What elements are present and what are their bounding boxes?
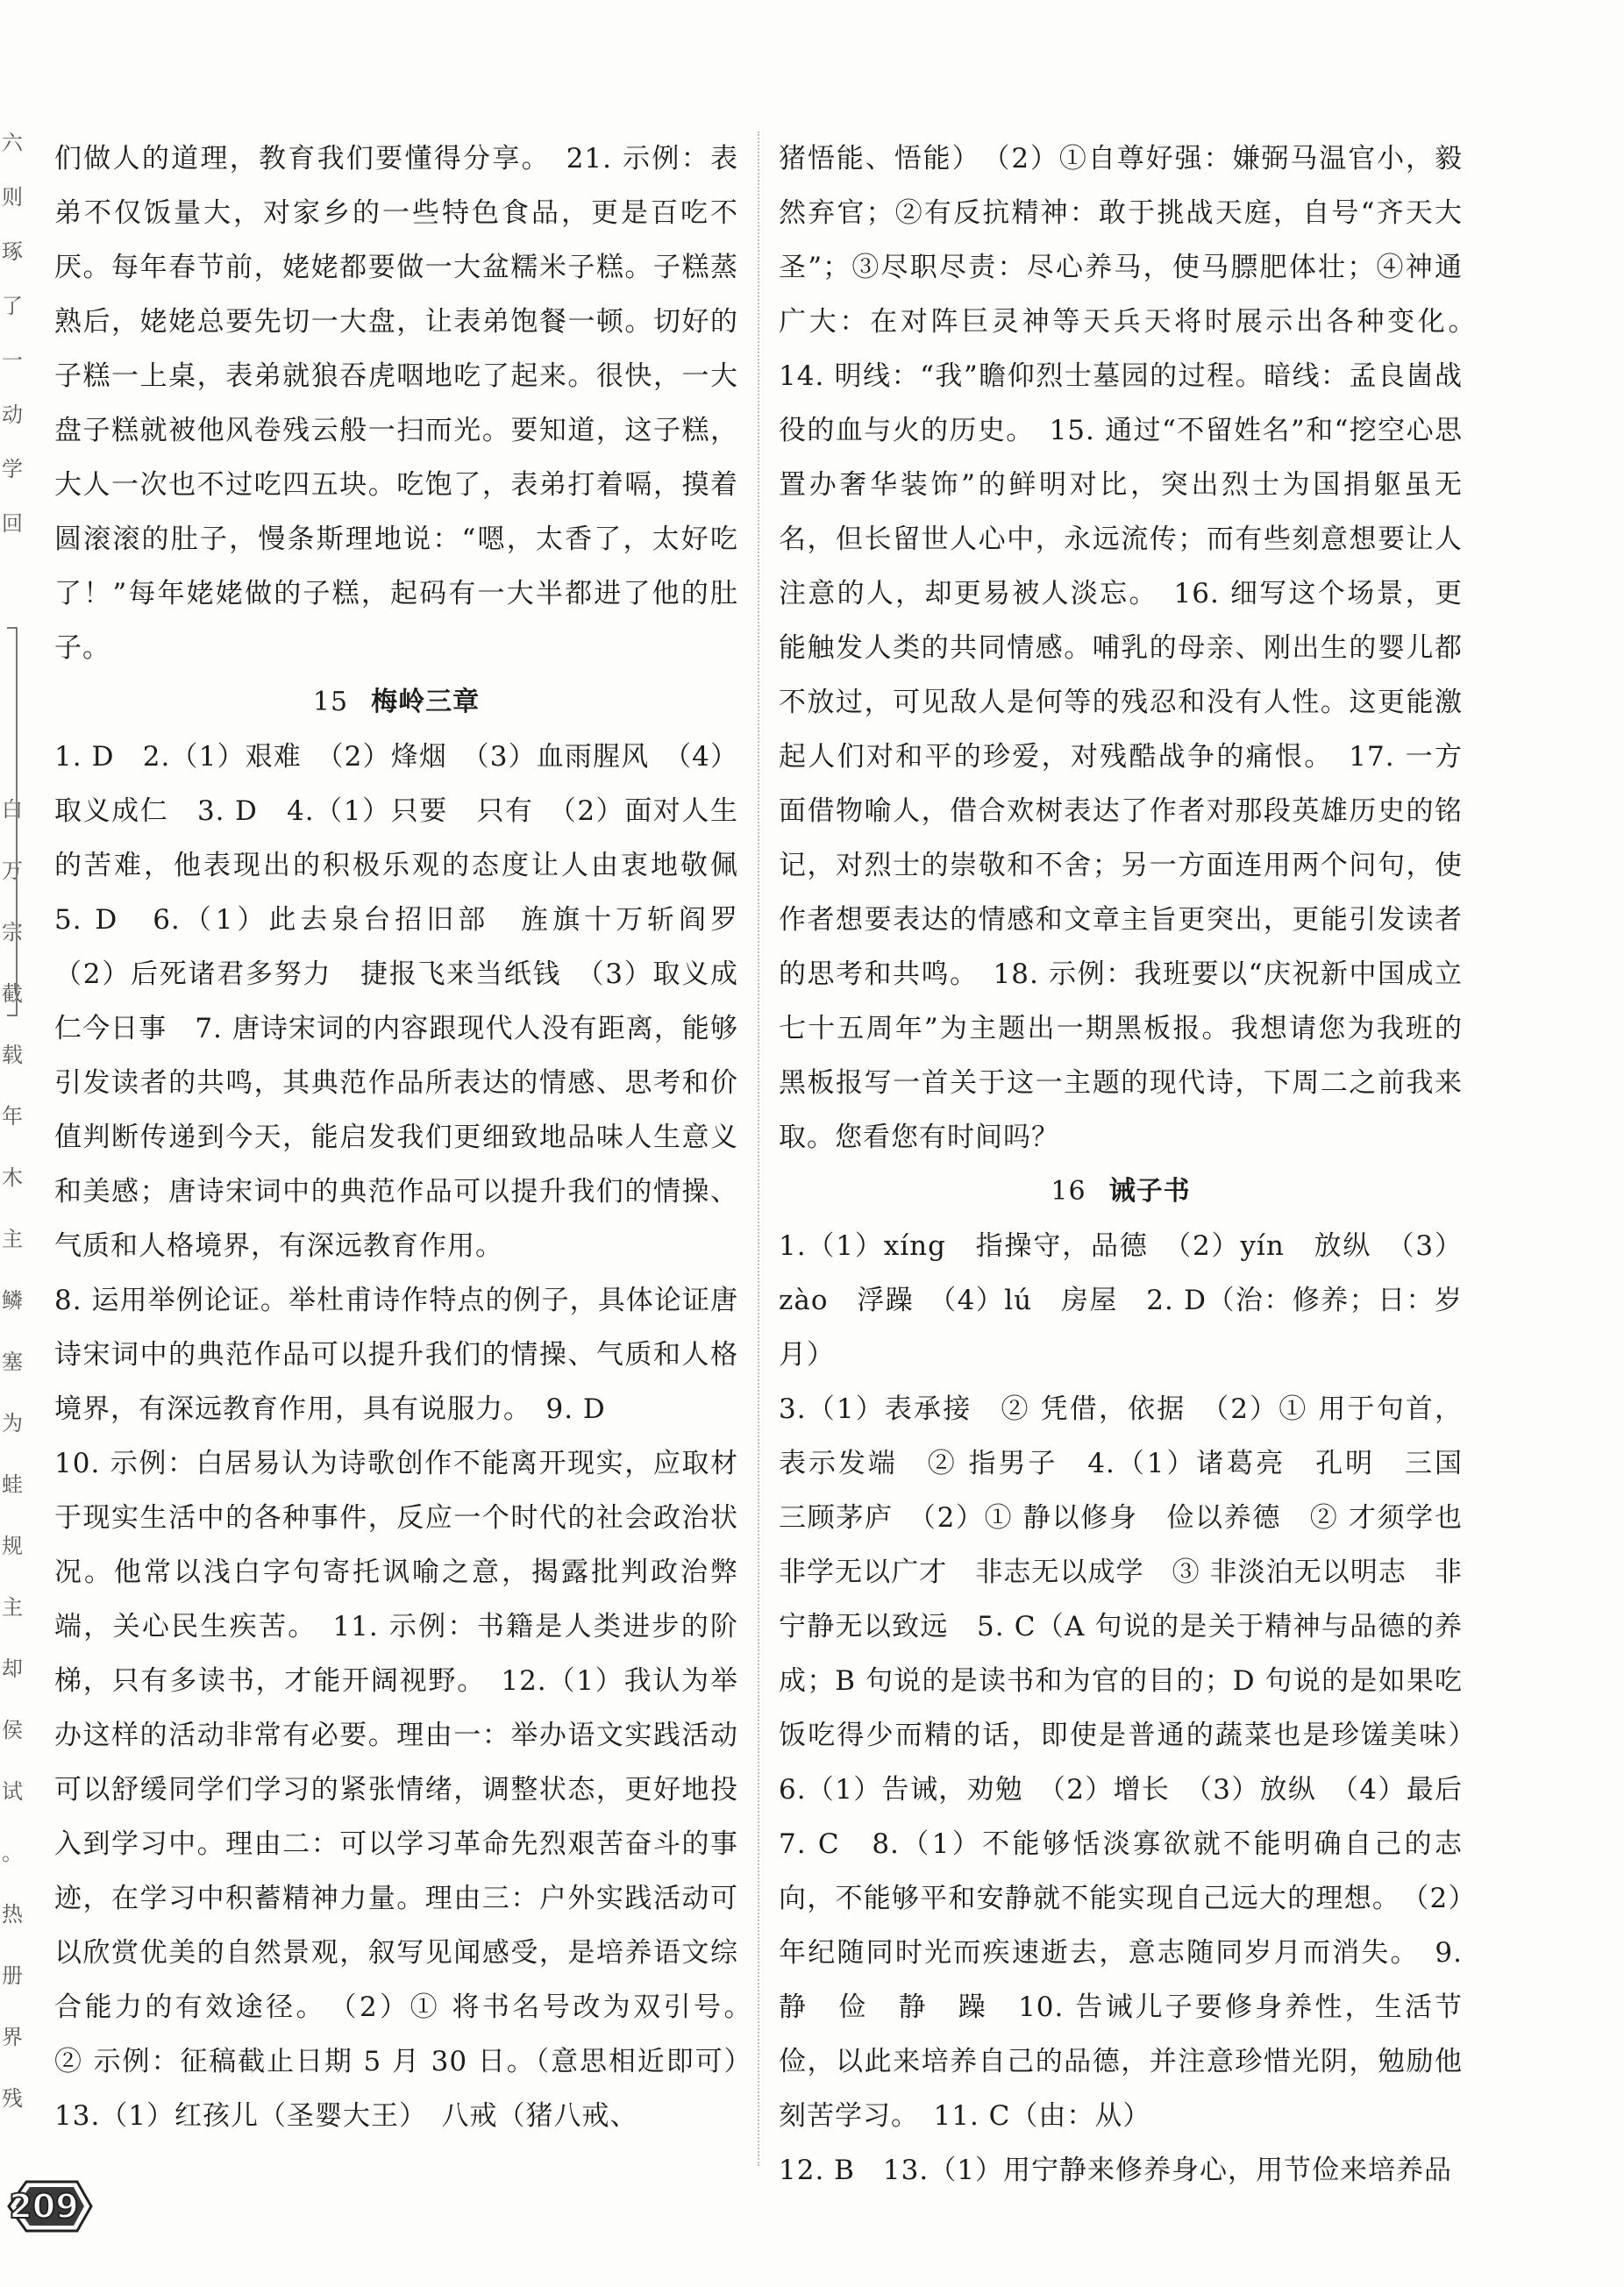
margin-fragment: 白 [2,797,23,822]
margin-fragment: 塞 [2,1350,23,1374]
column-divider [758,132,759,2166]
answer-paragraph: 12. B 13.（1）用宁静来修养身心，用节俭来培养品 [779,2155,1452,2186]
answer-paragraph: 1. D 2.（1）艰难 （2）烽烟 （3）血雨腥风 （4）取义成仁 3. D 4.（1）只要 只有 （2）面对人生的苦难，他表现出的积极乐观的态度让人由衷地敬佩 5. D 6.（1）此去泉台招旧部 旌旗十万斩阎罗 （2）后死诸君多努力 捷报飞来当纸钱 （3）取义成仁今日事 7. 唐诗宋词的内容跟现代人没有距离，能够引发读者的共鸣，其典范作品所表达的情感、思考和价值判断传递到今天，能启发我们更细致地品味人生意义和美感；唐诗宋词中的典范作品可以提升我们的情操、气质和人格境界，有深远教育作用。 [54,741,766,1262]
margin-fragment: 。 [2,1841,23,1865]
margin-fragment: 了 [2,294,23,318]
margin-fragment: 主 [2,1227,23,1251]
answer-paragraph: 们做人的道理，教育我们要懂得分享。 21. 示例：表弟不仅饭量大，对家乡的一些特色食品，更是百吃不厌。每年春节前，姥姥都要做一大盆糯米子糕。子糕蒸熟后，姥姥总要先切一大盘，让表弟饱餐一顿。切好的子糕一上桌，表弟就狼吞虎咽地吃了起来。很快，一大盘子糕就被他风卷残云般一扫而光。要知道，这子糕，大人一次也不过吃四五块。吃饱了，表弟打着嗝，摸着圆滚滚的肚子，慢条斯理地说：“嗯，太香了，太好吃了！”每年姥姥做的子糕，起码有一大半都进了他的肚子。 [54,143,738,664]
margin-fragment: 学 [2,457,23,481]
section-title: 诫子书 [1108,1176,1191,1207]
left-column [54,132,766,2143]
margin-fragment: 为 [2,1411,23,1436]
margin-fragment: 载 [2,1043,23,1067]
margin-fragment: 试 [2,1779,23,1804]
margin-fragment: 宗 [2,920,23,944]
margin-fragment: 年 [2,1104,23,1129]
margin-fragment: 鳞 [2,1288,23,1313]
left-margin-fragments [0,131,23,2148]
page-number-badge [4,2177,95,2236]
section-heading [779,1165,1463,1219]
right-column [779,132,1491,2198]
margin-fragment: 六 [2,131,23,155]
answer-paragraph: 3.（1）表承接 ② 凭借，依据 （2）① 用于句首，表示发端 ② 指男子 4.（1）诸葛亮 孔明 三国 三顾茅庐 （2）① 静以修身 俭以养德 ② 才须学也 非学无以广才 非志无以成学 ③ 非淡泊无以明志 非宁静无以致远 5. C（A 句说的是关于精神与品德的养成；B 句说的是读书和为官的目的；D 句说的是如果吃饭吃得少而精的话，即使是普通的蔬菜也是珍馐美味） 6.（1）告诫，劝勉 （2）增长 （3）放纵 （4）最后 7. C 8.（1）不能够恬淡寡欲就不能明确自己的志向，不能够平和安静就不能实现自己远大的理想。 （2）年纪随同时光而疾速逝去，意志随同岁月而消失。 9. 静 俭 静 躁 10. 告诫儿子要修身养性，生活节俭，以此来培养自己的品德，并注意珍惜光阴，勉励他刻苦学习。 11. C（由：从） [779,1393,1491,2132]
margin-fragment: 回 [2,511,23,536]
page-number: 209 [9,2187,79,2226]
answer-paragraph: 8. 运用举例论证。举杜甫诗作特点的例子，具体论证唐诗宋词中的典范作品可以提升我们的情操、气质和人格境界，有深远教育作用，具有说服力。 9. D [54,1285,738,1425]
section-number: 16 [1051,1176,1086,1207]
margin-fragment: 规 [2,1534,23,1558]
margin-fragment: 热 [2,1902,23,1927]
margin-fragment: 主 [2,1595,23,1620]
answer-paragraph: 猪悟能、悟能） （2）①自尊好强：嫌弼马温官小，毅然弃官；②有反抗精神：敢于挑战天庭，自号“齐天大圣”；③尽职尽责：尽心养马，使马膘肥体壮；④神通广大：在对阵巨灵神等天兵天将时展示出各种变化。 14. 明线：“我”瞻仰烈士墓园的过程。暗线：孟良崮战役的血与火的历史。 15. 通过“不留姓名”和“挖空心思置办奢华装饰”的鲜明对比，突出烈士为国捐躯虽无名，但长留世人心中，永远流传；而有些刻意想要让人注意的人，却更易被人淡忘。 16. 细写这个场景，更能触发人类的共同情感。哺乳的母亲、刚出生的婴儿都不放过，可见敌人是何等的残忍和没有人性。这更能激起人们对和平的珍爱，对残酷战争的痛恨。 17. 一方面借物喻人，借合欢树表达了作者对那段英雄历史的铭记，对烈士的崇敬和不舍；另一方面连用两个问句，使作者想要表达的情感和文章主旨更突出，更能引发读者的思考和共鸣。 18. 示例：我班要以“庆祝新中国成立七十五周年”为主题出一期黑板报。我想请您为我班的黑板报写一首关于这一主题的现代诗，下周二之前我来取。您看您有时间吗？ [779,143,1491,1153]
margin-fragment: 蛙 [2,1472,23,1497]
answer-paragraph: 1.（1）xíng 指操守，品德 （2）yín 放纵 （3）zào 浮躁 （4）lú 房屋 2. D（治：修养；日：岁月） [779,1230,1463,1371]
margin-fragment: 界 [2,2025,23,2049]
margin-fragment: 琢 [2,239,23,264]
margin-fragment: 却 [2,1656,23,1681]
margin-bracket [7,627,18,1016]
margin-fragment: 万 [2,859,23,883]
section-heading [54,675,738,730]
answer-paragraph: 10. 示例：白居易认为诗歌创作不能离开现实，应取材于现实生活中的各种事件，反应一个时代的社会政治状况。他常以浅白字句寄托讽喻之意，揭露批判政治弊端，关心民生疾苦。 11. 示例：书籍是人类进步的阶梯，只有多读书，才能开阔视野。 12.（1）我认为举办这样的活动非常有必要。理由一：举办语文实践活动可以舒缓同学们学习的紧张情绪，调整状态，更好地投入到学习中。理由二：可以学习革命先烈艰苦奋斗的事迹，在学习中积蓄精神力量。理由三：户外实践活动可以欣赏优美的自然景观，叙写见闻感受，是培养语文综合能力的有效途径。 （2）① 将书名号改为双引号。 ② 示例：征稿截止日期 5 月 30 日。（意思相近即可） 13.（1）红孩儿（圣婴大王） 八戒（猪八戒、 [54,1448,766,2132]
margin-fragment: 残 [2,2086,23,2111]
margin-fragment: 册 [2,1963,23,1988]
margin-fragment: 侯 [2,1718,23,1742]
section-number: 15 [312,687,349,717]
margin-fragment: 一 [2,348,23,373]
margin-fragment: 截 [2,981,23,1006]
section-title: 梅岭三章 [371,687,481,717]
margin-fragment: 木 [2,1165,23,1190]
margin-fragment: 动 [2,403,23,427]
margin-fragment: 则 [2,185,23,210]
